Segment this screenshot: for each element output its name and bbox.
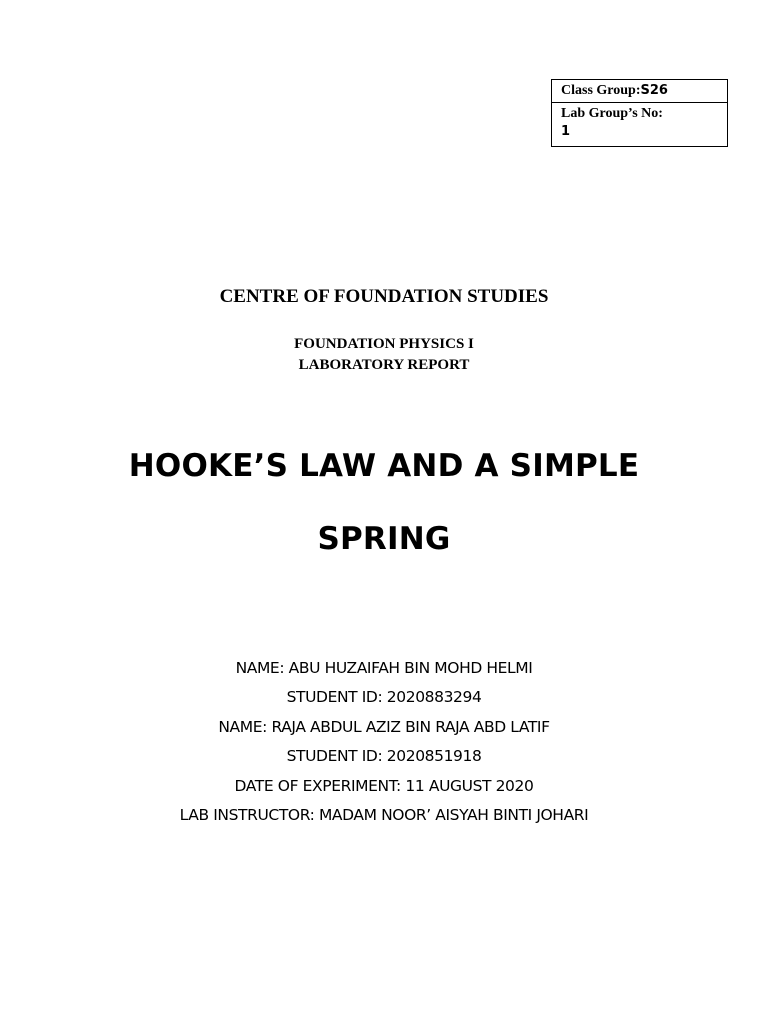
lab-instructor: LAB INSTRUCTOR: MADAM NOOR’ AISYAH BINTI JOHARI xyxy=(179,805,589,824)
student-name-2: NAME: RAJA ABDUL AZIZ BIN RAJA ABD LATIF xyxy=(218,717,550,736)
centre-title: CENTRE OF FOUNDATION STUDIES xyxy=(219,286,549,307)
student-id-1: STUDENT ID: 2020883294 xyxy=(286,688,482,707)
experiment-date: DATE OF EXPERIMENT: 11 AUGUST 2020 xyxy=(234,776,534,795)
group-info-box xyxy=(551,79,728,147)
report-type: LABORATORY REPORT xyxy=(298,357,470,373)
class-group-label: Class Group: xyxy=(561,83,641,98)
lab-group-row xyxy=(552,102,727,146)
report-title-line-1: HOOKE’S LAW AND A SIMPLE xyxy=(128,448,640,484)
student-details xyxy=(0,654,768,830)
student-name-1: NAME: ABU HUZAIFAH BIN MOHD HELMI xyxy=(235,659,533,677)
course-title: FOUNDATION PHYSICS I xyxy=(294,336,474,352)
class-group-value: S26 xyxy=(640,83,668,98)
lab-group-value: 1 xyxy=(561,124,571,139)
lab-group-label: Lab Group’s No: xyxy=(561,106,663,121)
class-group-row xyxy=(552,80,727,102)
student-id-2: STUDENT ID: 2020851918 xyxy=(286,747,482,766)
report-title-line-2: SPRING xyxy=(317,521,451,557)
